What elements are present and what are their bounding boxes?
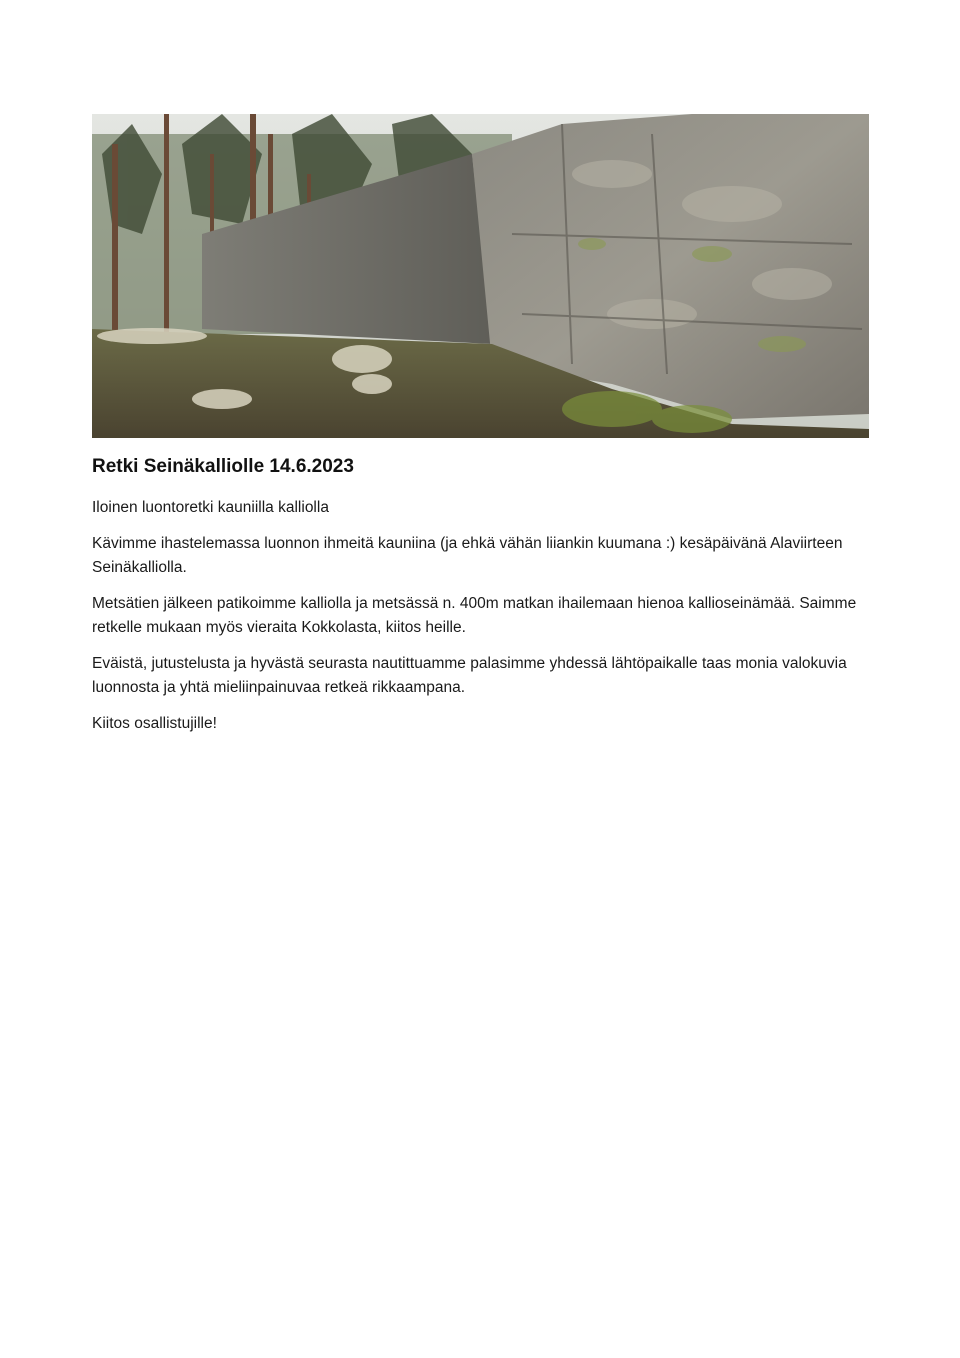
paragraph-1: Kävimme ihastelemassa luonnon ihmeitä kauniina (ja ehkä vähän liiankin kuumana :) kesäpäivänä Alaviirteen Seinäkalliolla. — [92, 535, 843, 576]
rock-wall-photo — [92, 114, 869, 438]
paragraph-2: Metsätien jälkeen patikoimme kalliolla ja metsässä n. 400m matkan ihailemaan hienoa kallioseinämää. Saimme retkelle mukaan myös vieraita Kokkolasta, kiitos heille. — [92, 595, 857, 636]
paragraph-3: Eväistä, jutustelusta ja hyvästä seurasta nautittuamme palasimme yhdessä lähtöpaikalle taas monia valokuvia luonnosta ja yhtä mieliinpainuvaa retkeä rikkaampana. — [92, 655, 847, 696]
article-subtitle: Iloinen luontoretki kauniilla kalliolla — [92, 499, 329, 516]
paragraph-4: Kiitos osallistujille! — [92, 715, 217, 732]
article-body — [92, 452, 872, 748]
article-title: Retki Seinäkalliolle 14.6.2023 — [92, 456, 354, 477]
